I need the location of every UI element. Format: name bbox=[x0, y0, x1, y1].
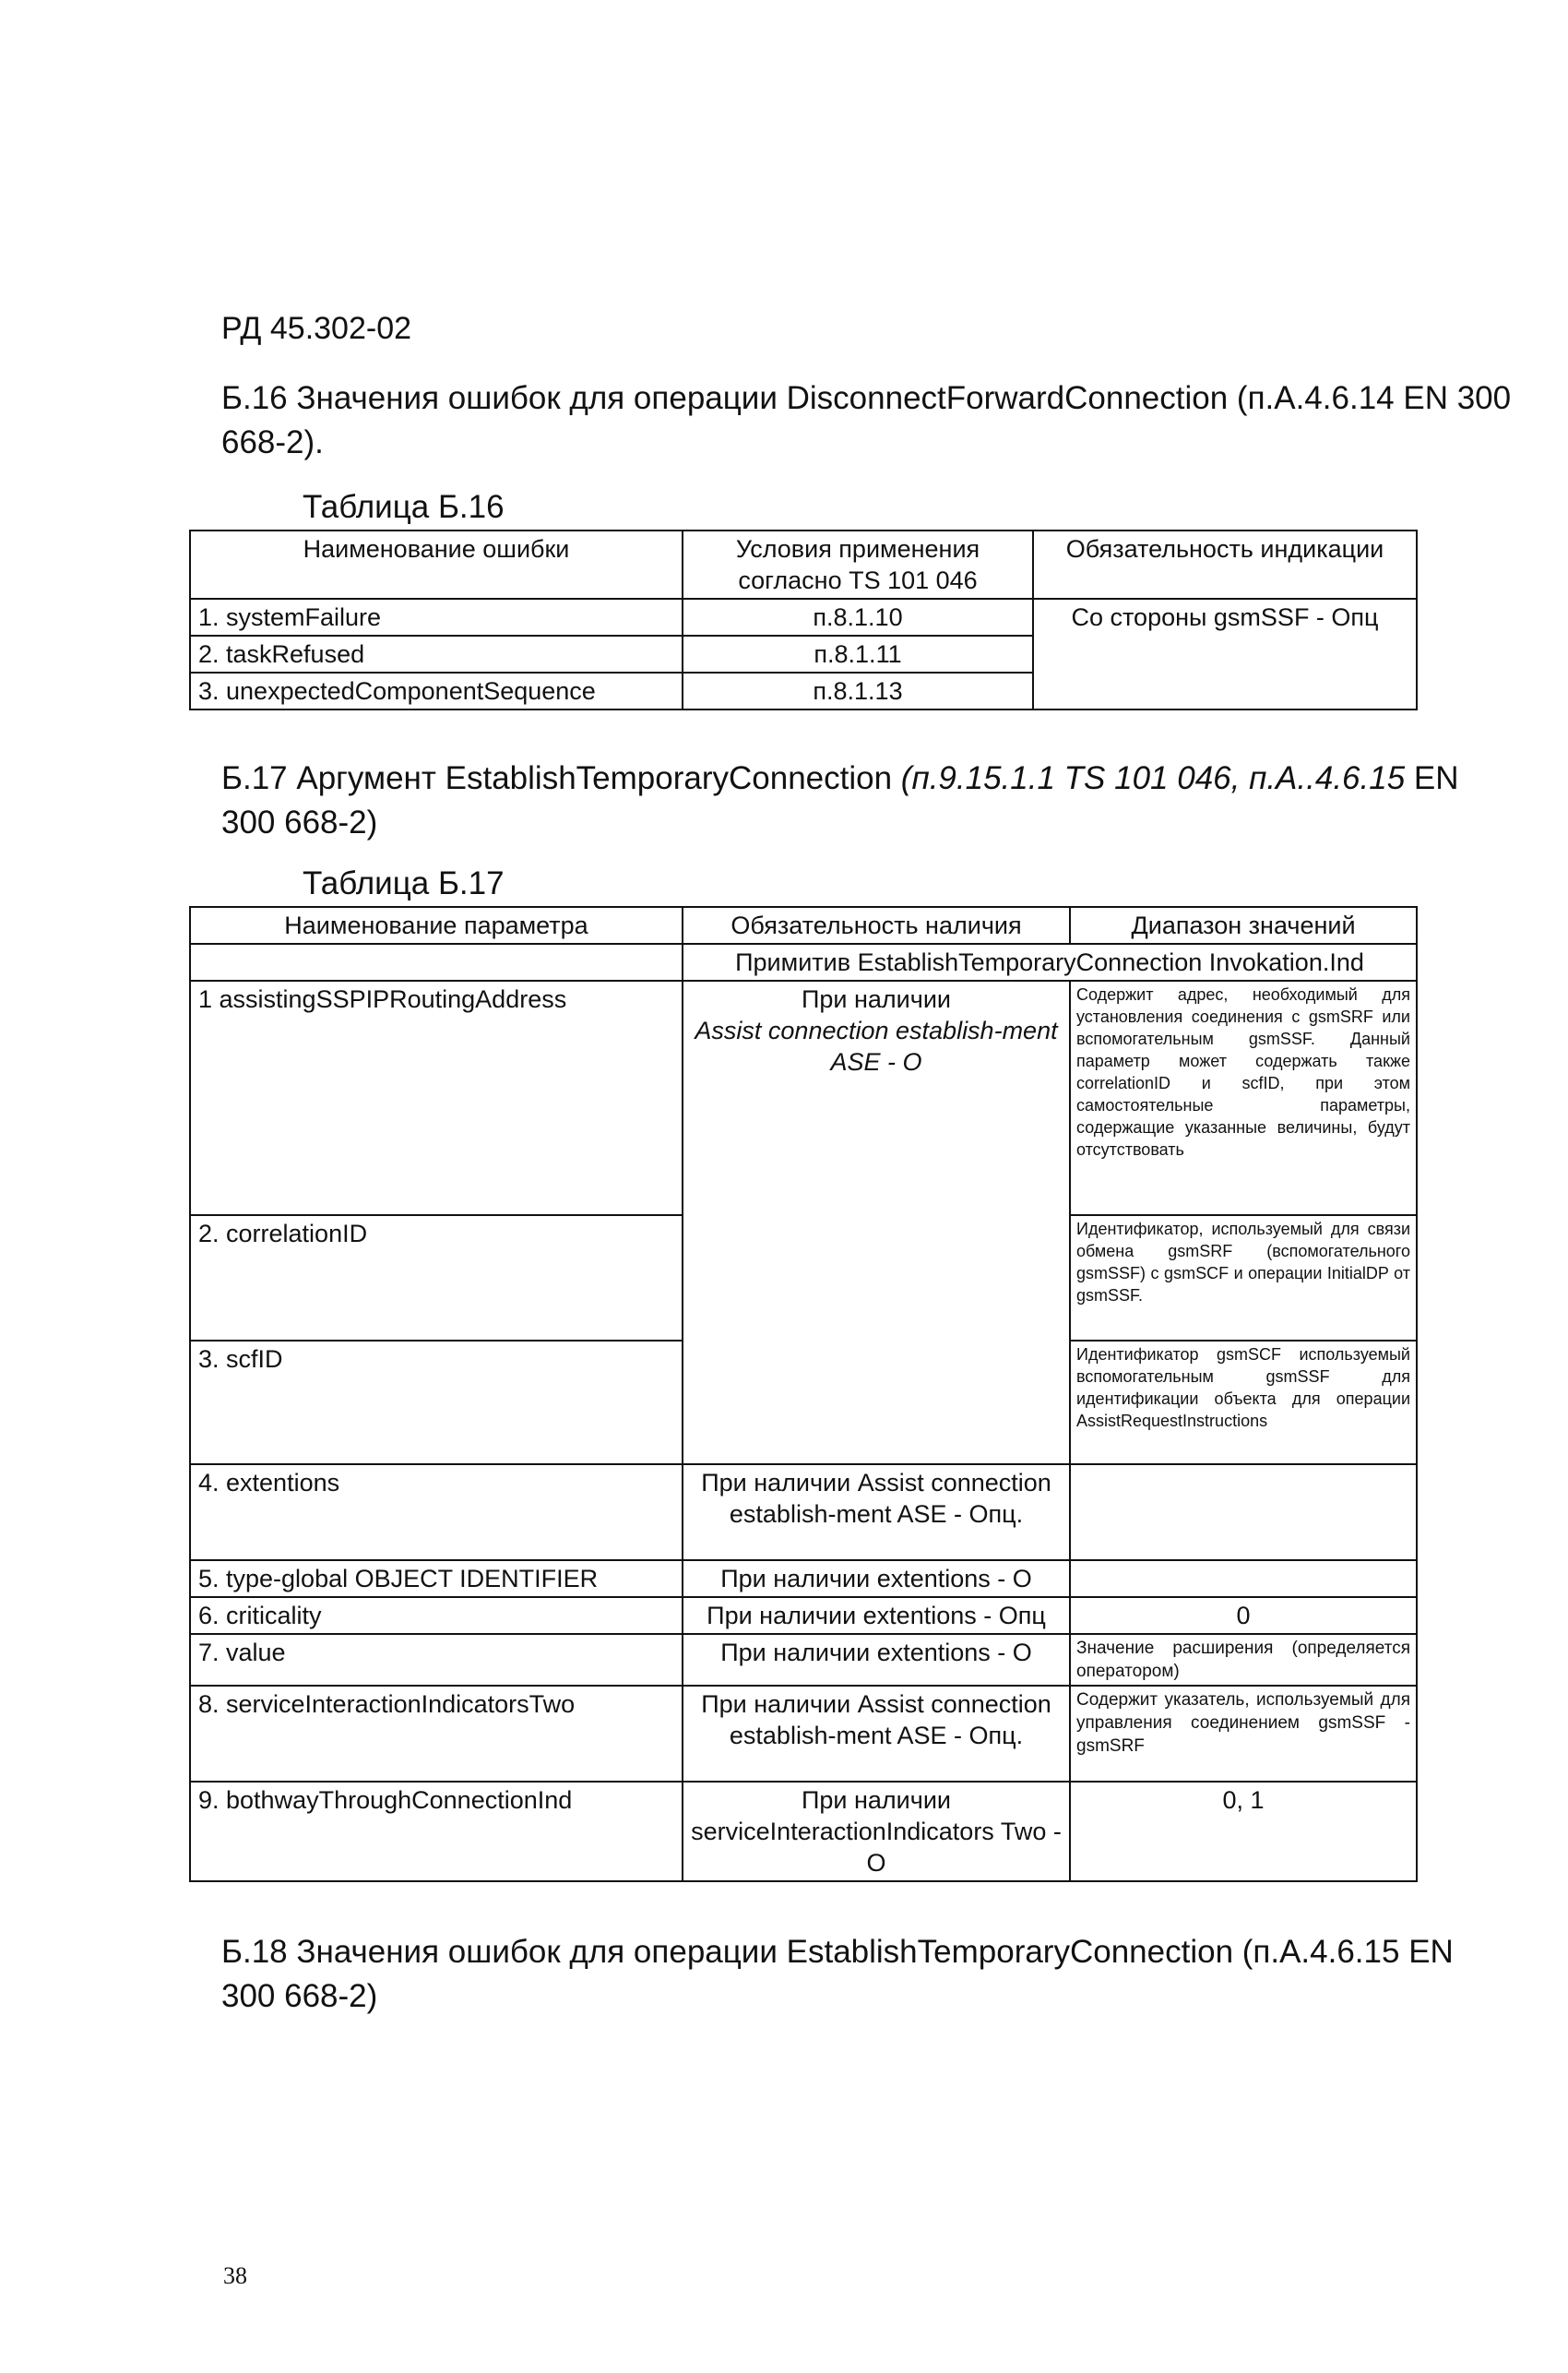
error-name: 1. systemFailure bbox=[190, 599, 683, 636]
param-range: Содержит указатель, используемый для управления соединением gsmSSF - gsmSRF bbox=[1070, 1686, 1417, 1782]
table-row bbox=[190, 599, 1417, 636]
param-range bbox=[1070, 1560, 1417, 1597]
table-row bbox=[190, 1464, 1417, 1560]
param-mandatory: При наличии Assist connection establish-ment ASE - Опц. bbox=[683, 1686, 1070, 1782]
error-name: 3. unexpectedComponentSequence bbox=[190, 673, 683, 710]
primitive-label: Примитив EstablishTemporaryConnection Invokation.Ind bbox=[683, 944, 1417, 981]
table-row bbox=[190, 1597, 1417, 1634]
heading-italic: (п.9.15.1.1 TS 101 046, п.А..4.6.15 bbox=[900, 760, 1406, 796]
section-b18-heading: Б.18 Значения ошибок для операции EstablishTemporaryConnection (п.А.4.6.15 EN 300 668-2) bbox=[221, 1934, 1454, 2014]
param-name: 1 assistingSSPIPRoutingAddress bbox=[190, 981, 683, 1215]
param-name: 8. serviceInteractionIndicatorsTwo bbox=[190, 1686, 683, 1782]
param-mandatory: При наличии Assist connection establish-ment ASE - Опц. bbox=[683, 1464, 1070, 1560]
table-row bbox=[190, 1560, 1417, 1597]
section-b16-heading: Б.16 Значения ошибок для операции DisconnectForwardConnection (п.А.4.6.14 EN 300 668-2). bbox=[221, 380, 1512, 460]
header-error-name: Наименование ошибки bbox=[190, 531, 683, 599]
param-range: Идентификатор, используемый для связи обмена gsmSRF (вспомогательного gsmSSF) с gsmSCF и операции InitialDP от gsmSSF. bbox=[1070, 1215, 1417, 1341]
section-b17-heading bbox=[221, 757, 1494, 845]
table-b16 bbox=[189, 530, 1418, 710]
header-parameter-name: Наименование параметра bbox=[190, 907, 683, 944]
param-mandatory: При наличии serviceInteractionIndicators Two - O bbox=[683, 1782, 1070, 1881]
param-mandatory bbox=[683, 981, 1070, 1464]
error-name: 2. taskRefused bbox=[190, 636, 683, 673]
error-condition: п.8.1.11 bbox=[683, 636, 1033, 673]
param-range: 0 bbox=[1070, 1597, 1417, 1634]
mandatory-line-a: При наличии bbox=[802, 985, 951, 1013]
param-mandatory: При наличии extentions - O bbox=[683, 1560, 1070, 1597]
param-name: 9. bothwayThroughConnectionInd bbox=[190, 1782, 683, 1881]
param-range: Идентификатор gsmSCF используемый вспомогательным gsmSSF для идентификации объекта для операции AssistRequestInstructions bbox=[1070, 1341, 1417, 1464]
table-header-row bbox=[190, 531, 1417, 599]
param-range: 0, 1 bbox=[1070, 1782, 1417, 1881]
param-mandatory: При наличии extentions - O bbox=[683, 1634, 1070, 1686]
document-code: РД 45.302-02 bbox=[221, 311, 412, 346]
table-row bbox=[190, 981, 1417, 1215]
table-b16-caption: Таблица Б.16 bbox=[303, 489, 505, 525]
mandatory-line-b: Assist connection establish-ment ASE - O bbox=[695, 1017, 1058, 1076]
table-row bbox=[190, 1634, 1417, 1686]
primitive-blank bbox=[190, 944, 683, 981]
table-row bbox=[190, 1686, 1417, 1782]
table-b17 bbox=[189, 906, 1418, 1882]
heading-tail: EN 300 668-2) bbox=[221, 760, 1459, 841]
error-condition: п.8.1.10 bbox=[683, 599, 1033, 636]
heading-plain: Б.17 Аргумент EstablishTemporaryConnection bbox=[221, 760, 893, 796]
param-name: 2. correlationID bbox=[190, 1215, 683, 1341]
param-mandatory: При наличии extentions - Опц bbox=[683, 1597, 1070, 1634]
param-range bbox=[1070, 1464, 1417, 1560]
param-name: 6. criticality bbox=[190, 1597, 683, 1634]
header-range: Диапазон значений bbox=[1070, 907, 1417, 944]
table-row bbox=[190, 1782, 1417, 1881]
param-range: Значение расширения (определяется оператором) bbox=[1070, 1634, 1417, 1686]
table-b17-caption: Таблица Б.17 bbox=[303, 865, 505, 901]
param-name: 4. extentions bbox=[190, 1464, 683, 1560]
param-name: 3. scfID bbox=[190, 1341, 683, 1464]
error-condition: п.8.1.13 bbox=[683, 673, 1033, 710]
param-range: Содержит адрес, необходимый для установления соединения с gsmSRF или вспомогательным gsmSSF. Данный параметр может содержать также correlationID и scfID, при этом самостоятельные параметры, содержащие указанные величины, будут отсутствовать bbox=[1070, 981, 1417, 1215]
param-name: 5. type-global OBJECT IDENTIFIER bbox=[190, 1560, 683, 1597]
primitive-row bbox=[190, 944, 1417, 981]
header-mandatory: Обязательность наличия bbox=[683, 907, 1070, 944]
table-header-row bbox=[190, 907, 1417, 944]
param-name: 7. value bbox=[190, 1634, 683, 1686]
header-indication: Обязательность индикации bbox=[1033, 531, 1417, 599]
page-number: 38 bbox=[223, 2262, 247, 2289]
header-conditions: Условия применения согласно TS 101 046 bbox=[683, 531, 1033, 599]
error-indication: Со стороны gsmSSF - Опц bbox=[1033, 599, 1417, 710]
